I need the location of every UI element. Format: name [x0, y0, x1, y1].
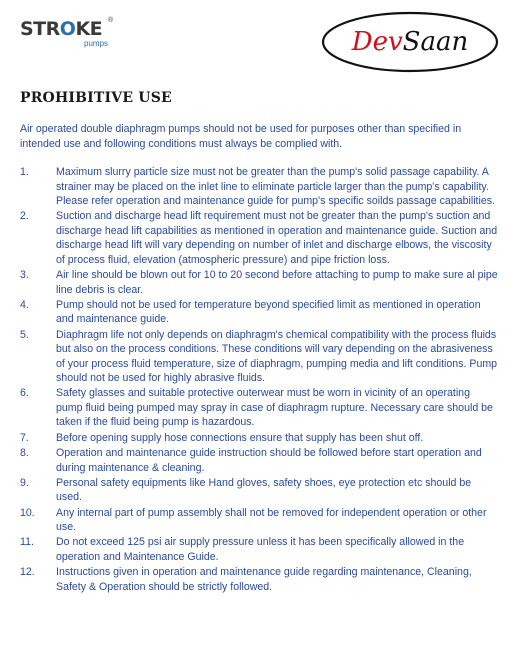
- list-item: [20, 446, 498, 475]
- intro-paragraph: Air operated double diaphragm pumps should not be used for purposes other than specified in intended use and following conditions must always be complied with.: [20, 123, 462, 150]
- list-item-text: Suction and discharge head lift requirement must not be greater than the pump's suction and discharge head lift capabilities as mentioned in operation and maintenance guide. Suction and discharge head lift will vary depending on number of inlet and discharge elbows, the viscosity of process fluid, elevation (atmospheric pressure) and pipe friction loss.: [56, 210, 498, 266]
- stroke-pumps-logo: [20, 17, 120, 54]
- list-item-text: Air line should be blown out for 10 to 20 second before attaching to pump to make sure al pipe line debris is clear.: [56, 269, 498, 296]
- devsaan-logo-saan: Saan: [402, 27, 469, 57]
- list-item-text: Personal safety equipments like Hand gloves, safety shoes, eye protection etc should be used.: [56, 476, 472, 504]
- list-item: [20, 535, 498, 564]
- devsaan-logo-dev: Dev: [351, 27, 403, 57]
- stroke-logo-brand: STROKE: [20, 18, 103, 40]
- stroke-logo-subtitle: pumps: [84, 39, 109, 48]
- list-item-text: Do not exceed 125 psi air supply pressure unless it has been specifically allowed in the operation and Maintenance Guide.: [56, 536, 465, 563]
- list-item: [20, 298, 498, 327]
- list-item-text: Diaphragm life not only depends on diaphragm's chemical compatibility with the process fluids but also on the process conditions. These conditions will vary depending on the abrasiveness of your process fluid temperature, size of diaphragm, pumping media and lift conditions. Pump should not be used for highly abrasive fluids.: [56, 328, 498, 385]
- list-item-text: Operation and maintenance guide instruction should be followed before start operation and during maintenance & cleaning.: [56, 447, 482, 474]
- devsaan-logo: [320, 10, 500, 74]
- devsaan-logo-text: [320, 28, 500, 56]
- page-title: PROHIBITIVE USE: [20, 90, 172, 106]
- list-item-number: 4.: [20, 298, 29, 311]
- list-item-number: 3.: [20, 269, 29, 282]
- list-item-number: 5.: [20, 328, 29, 341]
- list-item-number: 12.: [20, 566, 35, 579]
- list-item-number: 2.: [20, 210, 29, 223]
- list-item-number: 9.: [20, 476, 29, 489]
- list-item: [20, 476, 498, 505]
- list-item-text: Maximum slurry particle size must not be greater than the pump's solid passage capability. A strainer may be placed on the inlet line to eliminate particle larger than the pump's capability. Please refer operation and maintenance guide for pump's specific soilds passage capabilities.: [56, 166, 495, 207]
- list-item: [20, 431, 498, 446]
- list-item-number: 7.: [20, 431, 29, 444]
- list-item-number: 6.: [20, 387, 29, 400]
- list-item-number: 8.: [20, 447, 29, 460]
- prohibitive-use-list: [20, 165, 498, 595]
- stroke-logo-o-accent: O: [59, 18, 76, 40]
- list-item-number: 1.: [20, 166, 29, 178]
- stroke-logo-registered-mark: ®: [108, 17, 114, 24]
- list-item: [20, 165, 498, 209]
- list-item: [20, 506, 498, 535]
- list-item-number: 11.: [20, 536, 34, 549]
- list-item-number: 10.: [20, 506, 35, 519]
- list-item: [20, 268, 498, 297]
- list-item-text: Before opening supply hose connections ensure that supply has been shut off.: [56, 431, 424, 444]
- list-item-text: Any internal part of pump assembly shall not be removed for independent operation or other use.: [56, 506, 487, 534]
- list-item: [20, 386, 498, 430]
- list-item-text: Instructions given in operation and maintenance guide regarding maintenance, Cleaning, Safety & Operation should be strictly followed.: [56, 566, 472, 593]
- list-item: [20, 328, 498, 386]
- list-item: [20, 209, 498, 267]
- list-item-text: Pump should not be used for temperature beyond specified limit as mentioned in operation and maintenance guide.: [56, 298, 481, 326]
- list-item: [20, 565, 498, 594]
- list-item-text: Safety glasses and suitable protective outerwear must be worn in vicinity of an operating pump fluid being pumped may spray in case of diaphragm rupture. Necessary care should be taken if the fluid being pump is hazardous.: [56, 387, 493, 429]
